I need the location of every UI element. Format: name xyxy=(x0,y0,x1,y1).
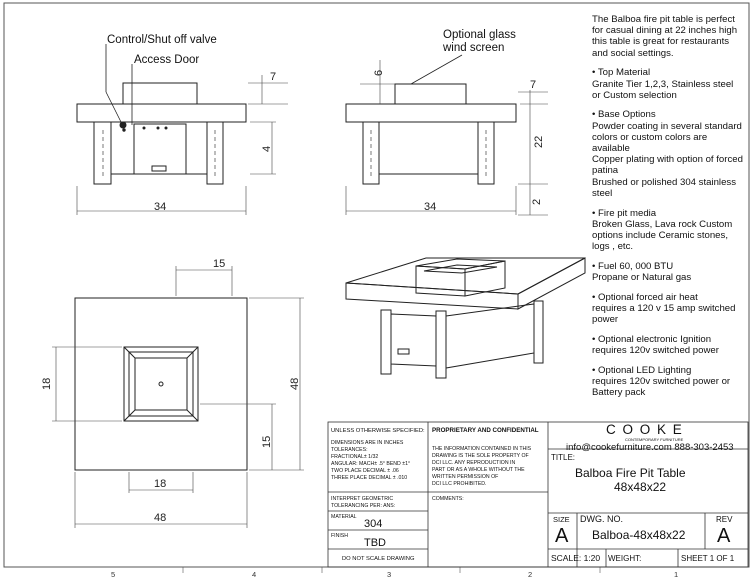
brand-logo: C O O K E xyxy=(606,422,684,437)
led-title: • Optional LED Lighting xyxy=(592,364,692,376)
side-offset-dim: 7 xyxy=(530,79,537,91)
tb-unless: UNLESS OTHERWISE SPECIFIED: xyxy=(331,428,425,434)
spec-notes xyxy=(592,14,744,407)
valve-callout: Control/Shut off valve xyxy=(107,34,217,46)
media-text: Broken Glass, Lava rock Custom options include Ceramic stones, logs , etc. xyxy=(592,218,733,253)
zone-1: 1 xyxy=(674,570,679,579)
tb-scale: SCALE: 1:20 xyxy=(551,553,601,563)
side-height-dim: 22 xyxy=(533,135,545,148)
tb-rev-value: A xyxy=(717,525,731,547)
zone-4: 4 xyxy=(252,570,257,579)
front-width-dim: 34 xyxy=(154,201,167,213)
plan-view xyxy=(75,298,247,470)
base-title: • Base Options xyxy=(592,109,656,121)
tb-prop-5: WRITTEN PERMISSION OF xyxy=(432,474,499,480)
tb-prop-title: PROPRIETARY AND CONFIDENTIAL xyxy=(432,427,539,434)
tb-weight: WEIGHT: xyxy=(608,554,642,563)
title-block-text xyxy=(331,422,735,563)
front-dims xyxy=(77,75,288,215)
notes-media xyxy=(592,208,744,253)
tb-sheet: SHEET 1 OF 1 xyxy=(681,554,735,563)
door-callout: Access Door xyxy=(134,54,200,66)
tb-dwg-label: DWG. NO. xyxy=(580,514,623,524)
tb-size-value: A xyxy=(555,525,569,547)
tb-interpret-1: INTERPRET GEOMETRIC xyxy=(331,496,394,502)
side-callouts xyxy=(411,55,462,84)
zone-markers xyxy=(111,567,678,579)
air-title: • Optional forced air heat xyxy=(592,291,698,303)
notes-intro: The Balboa fire pit table is perfect for casual dining at 22 inches high this table is great for restaurants and social settings. xyxy=(592,14,738,59)
tb-prop-1: THE INFORMATION CONTAINED IN THIS xyxy=(432,446,532,452)
notes-fuel xyxy=(592,261,744,283)
zone-3: 3 xyxy=(387,570,392,579)
top-material-title: • Top Material xyxy=(592,67,651,79)
media-title: • Fire pit media xyxy=(592,207,657,219)
plan-inner-width-dim: 18 xyxy=(154,478,167,490)
tb-spec-3: FRACTIONAL± 1/32 xyxy=(331,454,379,460)
base-text-2: Copper plating with option of forced patina xyxy=(592,154,743,177)
tb-spec-5: TWO PLACE DECIMAL ± .06 xyxy=(331,468,399,474)
notes-led xyxy=(592,365,744,399)
tb-dwg-value: Balboa-48x48x22 xyxy=(592,528,686,542)
tb-finish-value: TBD xyxy=(364,537,386,549)
front-view xyxy=(77,83,246,184)
ignition-text: requires 120v switched power xyxy=(592,345,719,357)
side-base-dim: 2 xyxy=(531,198,543,205)
fuel-text: Propane or Natural gas xyxy=(592,272,692,284)
tb-spec-1: DIMENSIONS ARE IN INCHES xyxy=(331,440,404,446)
front-height-dim: 4 xyxy=(261,145,273,152)
tb-size-label: SIZE xyxy=(553,515,570,524)
drawing-title-line1: Balboa Fire Pit Table xyxy=(575,466,686,480)
iso-view xyxy=(346,258,585,378)
front-callouts xyxy=(106,44,132,125)
side-view xyxy=(346,84,516,184)
notes-air-heat xyxy=(592,292,744,326)
tb-do-not-scale: DO NOT SCALE DRAWING xyxy=(342,556,415,562)
brand-subtitle: CONTEMPORARY FURNITURE xyxy=(625,437,684,442)
tb-spec-4: ANGULAR: MACH± .5° BEND ±1° xyxy=(331,461,411,467)
air-text: requires a 120 v 15 amp switched power xyxy=(592,302,736,326)
side-dims xyxy=(346,60,548,215)
fuel-title: • Fuel 60, 000 BTU xyxy=(592,260,674,272)
plan-width-dim: 48 xyxy=(154,512,167,524)
plan-right-dim: 48 xyxy=(289,377,301,390)
base-text-3: Brushed or polished 304 stainless steel xyxy=(592,176,736,199)
front-offset-dim: 7 xyxy=(270,71,277,83)
plan-dims xyxy=(52,266,304,528)
top-material-text: Granite Tier 1,2,3, Stainless steel or Custom selection xyxy=(592,78,734,101)
ignition-title: • Optional electronic Ignition xyxy=(592,333,712,345)
side-screen-dim: 6 xyxy=(373,69,385,76)
notes-ignition xyxy=(592,334,744,356)
glass-callout-line2: wind screen xyxy=(443,42,505,54)
plan-right-lower-dim: 15 xyxy=(261,435,273,448)
tb-prop-6: DCI LLC PROHIBITED. xyxy=(432,481,487,487)
base-text-1: Powder coating in several standard colors or custom colors are available xyxy=(592,120,742,155)
glass-callout-line1: Optional glass xyxy=(443,29,516,41)
tb-material-label: MATERIAL xyxy=(331,514,357,520)
plan-left-dim: 18 xyxy=(41,377,53,390)
plan-top-dim: 15 xyxy=(213,258,226,270)
tb-rev-label: REV xyxy=(716,515,733,524)
contact-line: info@cookefurniture.com 888-303-2453 xyxy=(566,442,734,453)
tb-prop-4: PART OR AS A WHOLE WITHOUT THE xyxy=(432,467,525,473)
drawing-title-line2: 48x48x22 xyxy=(614,480,667,494)
notes-top-material xyxy=(592,67,744,101)
side-width-dim: 34 xyxy=(424,201,437,213)
tb-spec-2: TOLERANCES: xyxy=(331,447,368,453)
notes-base-options xyxy=(592,109,744,199)
tb-comments: COMMENTS: xyxy=(432,496,464,502)
zone-2: 2 xyxy=(528,570,533,579)
tb-interpret-2: TOLERANCING PER: ANS: xyxy=(331,503,396,509)
tb-prop-3: DCI LLC. ANY REPRODUCTION IN xyxy=(432,460,516,466)
tb-prop-2: DRAWING IS THE SOLE PROPERTY OF xyxy=(432,453,529,459)
tb-title-label: TITLE: xyxy=(551,453,576,462)
tb-spec-6: THREE PLACE DECIMAL ± .010 xyxy=(331,475,408,481)
tb-material-value: 304 xyxy=(364,518,383,530)
zone-5: 5 xyxy=(111,570,116,579)
tb-finish-label: FINISH xyxy=(331,533,349,539)
led-text: requires 120v switched power or Battery pack xyxy=(592,375,731,399)
